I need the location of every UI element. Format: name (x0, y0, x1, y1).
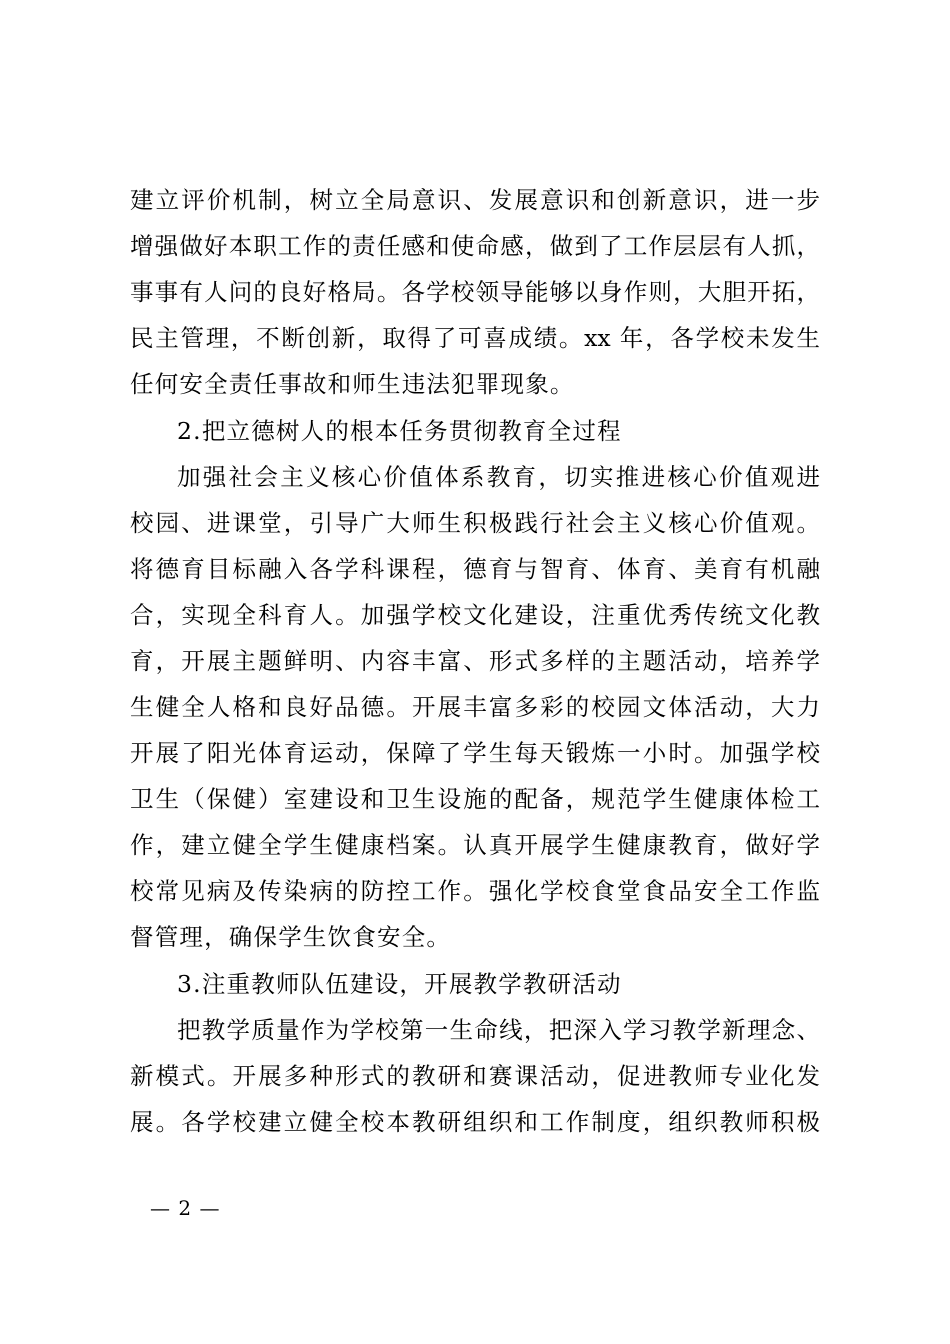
body-line: 展。各学校建立健全校本教研组织和工作制度，组织教师积极 (130, 1108, 820, 1136)
body-line: 作，建立健全学生健康档案。认真开展学生健康教育，做好学 (130, 831, 820, 859)
body-line: 建立评价机制，树立全局意识、发展意识和创新意识，进一步 (130, 186, 820, 214)
body-line: 民主管理，不断创新，取得了可喜成绩。xx 年，各学校未发生 (130, 324, 820, 352)
body-line: 卫生（保健）室建设和卫生设施的配备，规范学生健康体检工 (130, 785, 820, 813)
body-line: 校园、进课堂，引导广大师生积极践行社会主义核心价值观。 (130, 509, 820, 537)
body-line: 新模式。开展多种形式的教研和赛课活动，促进教师专业化发 (130, 1062, 820, 1090)
body-line: 合，实现全科育人。加强学校文化建设，注重优秀传统文化教 (130, 601, 820, 629)
body-line: 校常见病及传染病的防控工作。强化学校食堂食品安全工作监 (130, 877, 820, 905)
body-line: 任何安全责任事故和师生违法犯罪现象。 (130, 370, 575, 398)
body-line: 开展了阳光体育运动，保障了学生每天锻炼一小时。加强学校 (130, 739, 820, 767)
body-line: 生健全人格和良好品德。开展丰富多彩的校园文体活动，大力 (130, 693, 820, 721)
body-line: 育，开展主题鲜明、内容丰富、形式多样的主题活动，培养学 (130, 647, 820, 675)
body-line: 把教学质量作为学校第一生命线，把深入学习教学新理念、 (177, 1016, 820, 1044)
body-line: 增强做好本职工作的责任感和使命感，做到了工作层层有人抓， (130, 232, 820, 260)
body-line: 将德育目标融入各学科课程，德育与智育、体育、美育有机融 (130, 555, 820, 583)
body-line: 事事有人问的良好格局。各学校领导能够以身作则，大胆开拓， (130, 278, 820, 306)
page-number: — 2 — (150, 1196, 221, 1220)
section-heading: 2.把立德树人的根本任务贯彻教育全过程 (177, 417, 622, 445)
body-line: 加强社会主义核心价值体系教育，切实推进核心价值观进 (177, 463, 820, 491)
body-line: 督管理，确保学生饮食安全。 (130, 923, 452, 951)
section-heading: 3.注重教师队伍建设，开展教学教研活动 (177, 970, 622, 998)
